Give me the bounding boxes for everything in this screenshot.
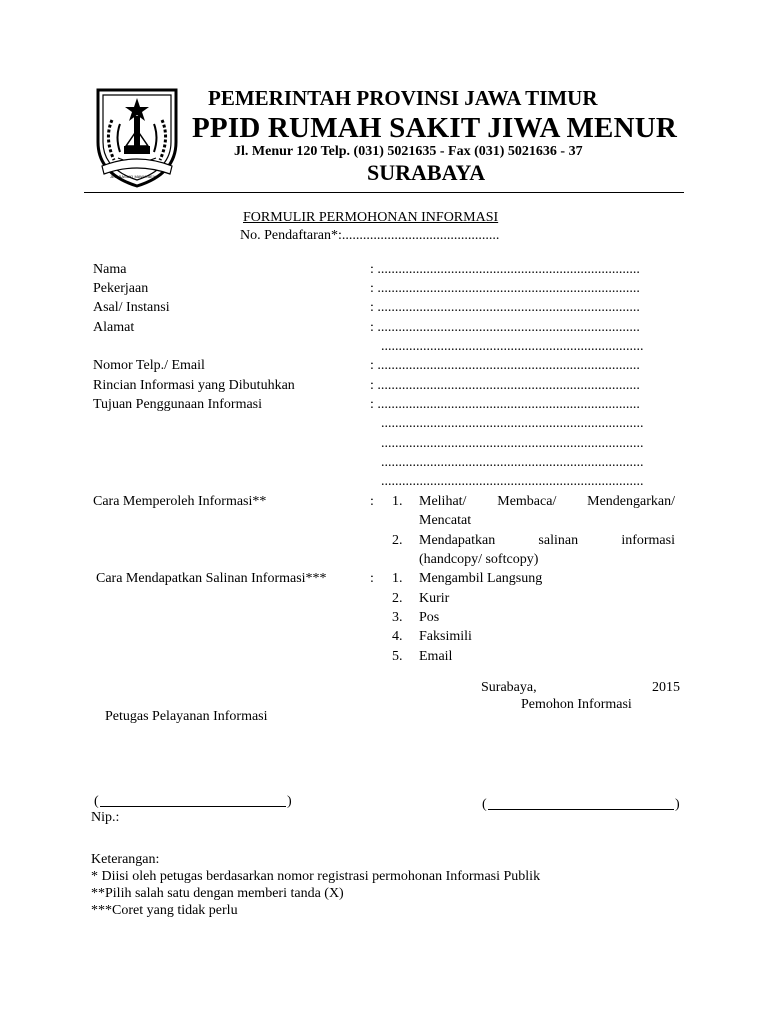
cara-mendapatkan-opt5: Email xyxy=(419,649,453,664)
field-value-asal: : ........................................................................... xyxy=(370,300,640,315)
cara-memperoleh-opt2: Mendapatkan salinan informasi xyxy=(419,533,675,548)
officer-title: Petugas Pelayanan Informasi xyxy=(105,709,268,724)
field-value-rincian: : ........................................................................... xyxy=(370,378,640,393)
officer-sign-close: ) xyxy=(287,794,292,809)
cara-mendapatkan-opt2: Kurir xyxy=(419,591,450,606)
institution-city: SURABAYA xyxy=(367,160,486,185)
signature-year: 2015 xyxy=(652,680,680,695)
east-java-emblem-icon xyxy=(90,82,184,188)
header-divider xyxy=(84,192,684,193)
field-value-alamat-cont: ........................................................................... xyxy=(381,339,644,354)
field-value-pekerjaan: : ........................................................................... xyxy=(370,281,640,296)
applicant-sign-close: ) xyxy=(675,797,680,812)
field-label-asal: Asal/ Instansi xyxy=(93,300,170,315)
cara-memperoleh-opt1-cont: Mencatat xyxy=(419,513,472,528)
cara-memperoleh-label: Cara Memperoleh Informasi** xyxy=(93,494,267,509)
cara-memperoleh-colon: : xyxy=(370,494,374,509)
cara-mendapatkan-opt4-num: 4. xyxy=(392,629,403,644)
field-label-telp: Nomor Telp./ Email xyxy=(93,358,205,373)
cara-mendapatkan-opt5-num: 5. xyxy=(392,649,403,664)
form-title: FORMULIR PERMOHONAN INFORMASI xyxy=(243,210,499,225)
cara-mendapatkan-opt3: Pos xyxy=(419,610,440,625)
cara-mendapatkan-opt1: Mengambil Langsung xyxy=(419,571,543,586)
logo-motto: JER BASUKI MAWA BEYA xyxy=(110,174,158,179)
cara-mendapatkan-opt2-num: 2. xyxy=(392,591,403,606)
note-3: ***Coret yang tidak perlu xyxy=(91,903,238,918)
registration-number: No. Pendaftaran*:............................................. xyxy=(240,228,500,243)
field-label-nama: Nama xyxy=(93,262,127,277)
cara-mendapatkan-opt4: Faksimili xyxy=(419,629,472,644)
cara-mendapatkan-colon: : xyxy=(370,571,374,586)
cara-mendapatkan-opt1-num: 1. xyxy=(392,571,403,586)
field-value-tujuan-cont-2: ........................................................................... xyxy=(381,436,644,451)
applicant-title: Pemohon Informasi xyxy=(521,697,632,712)
applicant-signature-line xyxy=(488,809,674,810)
notes-title: Keterangan: xyxy=(91,852,160,867)
field-value-tujuan-cont-4: ........................................................................... xyxy=(381,474,644,489)
note-2: **Pilih salah satu dengan memberi tanda (X) xyxy=(91,886,344,901)
cara-memperoleh-opt1-num: 1. xyxy=(392,494,403,509)
note-1: * Diisi oleh petugas berdasarkan nomor registrasi permohonan Informasi Publik xyxy=(91,869,541,884)
institution-address: Jl. Menur 120 Telp. (031) 5021635 - Fax (031) 5021636 - 37 xyxy=(234,144,583,159)
officer-sign-open: ( xyxy=(94,794,99,809)
field-label-pekerjaan: Pekerjaan xyxy=(93,281,149,296)
field-value-tujuan-cont-1: ........................................................................... xyxy=(381,416,644,431)
field-value-tujuan-cont-3: ........................................................................... xyxy=(381,455,644,470)
field-label-alamat: Alamat xyxy=(93,320,135,335)
officer-signature-line xyxy=(100,806,286,807)
cara-memperoleh-opt1: Melihat/ Membaca/ Mendengarkan/ xyxy=(419,494,675,509)
cara-memperoleh-opt2-num: 2. xyxy=(392,533,403,548)
applicant-sign-open: ( xyxy=(482,797,487,812)
field-value-telp: : ........................................................................... xyxy=(370,358,640,373)
field-value-alamat: : ........................................................................... xyxy=(370,320,640,335)
field-label-rincian: Rincian Informasi yang Dibutuhkan xyxy=(93,378,295,393)
institution-name: PPID RUMAH SAKIT JIWA MENUR xyxy=(192,112,678,144)
field-value-tujuan: : ........................................................................... xyxy=(370,397,640,412)
government-name: PEMERINTAH PROVINSI JAWA TIMUR xyxy=(208,86,598,110)
field-value-nama: : ........................................................................... xyxy=(370,262,640,277)
signature-city: Surabaya, xyxy=(481,680,537,695)
officer-nip: Nip.: xyxy=(91,810,120,825)
cara-mendapatkan-opt3-num: 3. xyxy=(392,610,403,625)
cara-mendapatkan-label: Cara Mendapatkan Salinan Informasi*** xyxy=(96,571,327,586)
field-label-tujuan: Tujuan Penggunaan Informasi xyxy=(93,397,263,412)
cara-memperoleh-opt2-cont: (handcopy/ softcopy) xyxy=(419,552,539,567)
